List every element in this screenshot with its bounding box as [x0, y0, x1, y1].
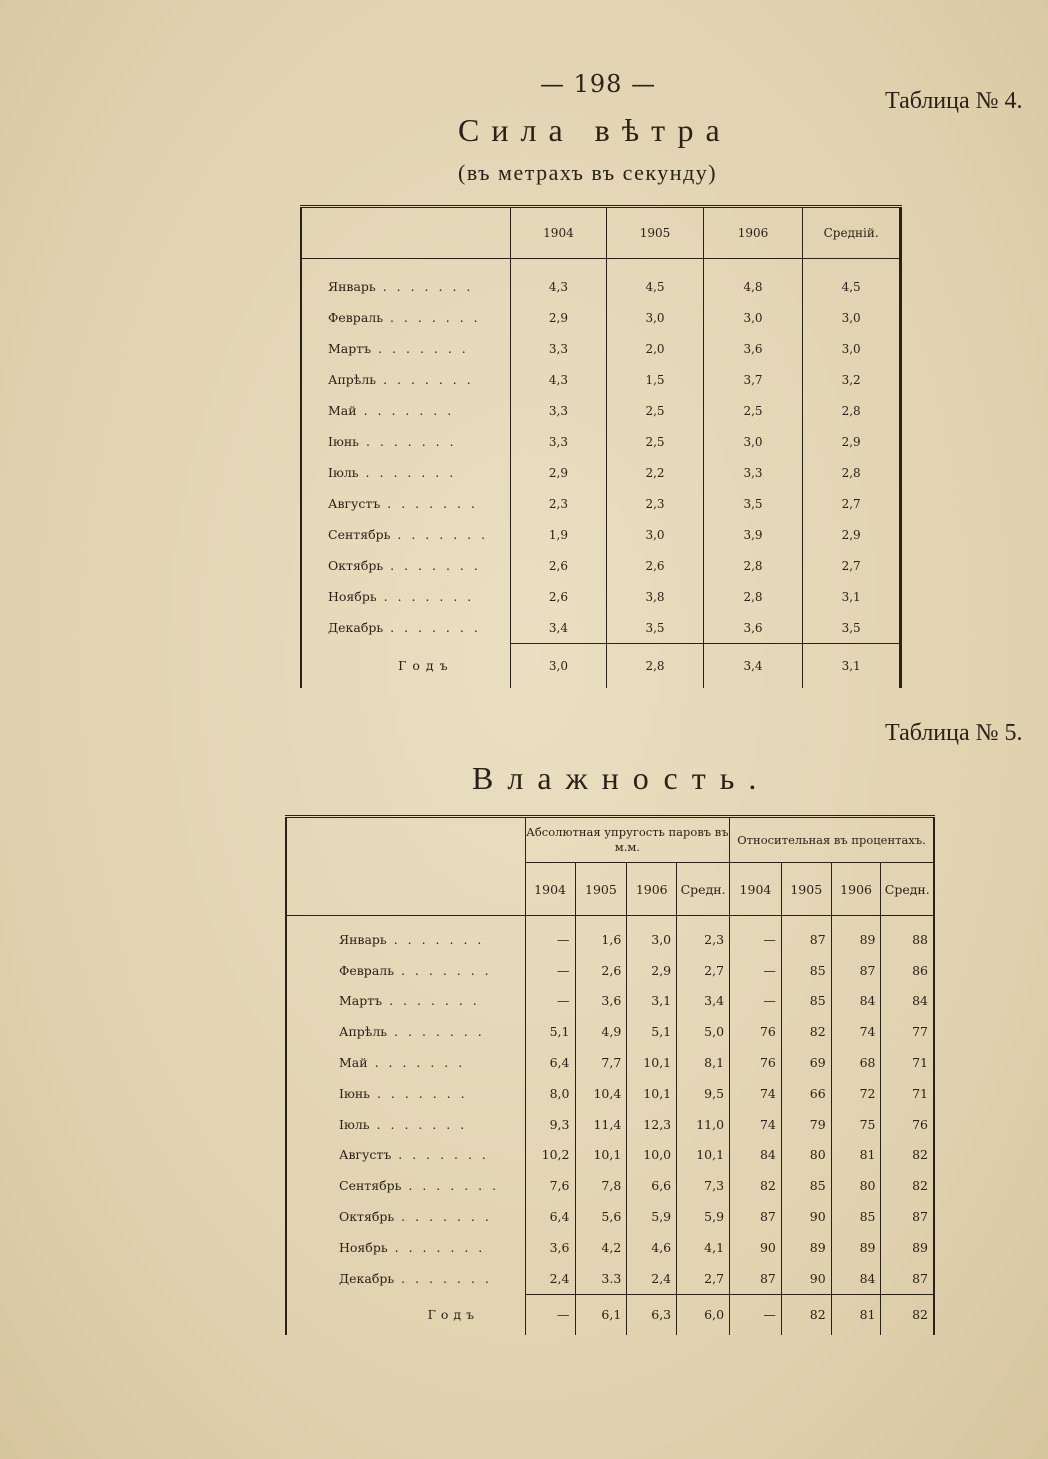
table-cell: 89 [881, 1232, 934, 1263]
month-label [286, 1078, 525, 1109]
table-cell: 9,3 [525, 1109, 575, 1140]
table-cell: 71 [881, 1047, 934, 1078]
table-cell: 2,7 [677, 955, 730, 986]
table-cell: 1,9 [510, 519, 607, 550]
table-row [301, 259, 901, 303]
table-cell: 81 [831, 1140, 881, 1171]
table-row [286, 1140, 934, 1171]
table-cell: 4,2 [575, 1232, 627, 1263]
table-row [286, 955, 934, 986]
month-name: Іюль [339, 1116, 370, 1132]
wind-strength-table [300, 205, 902, 688]
leader-dots: . . . . . . . [394, 1270, 492, 1286]
table-cell: 5,6 [575, 1201, 627, 1232]
year-label: Годъ [427, 1306, 480, 1322]
table-row [301, 333, 901, 364]
leader-dots: . . . . . . . [375, 279, 474, 294]
column-header: Средній. [803, 207, 901, 259]
table-cell: 3,5 [607, 612, 704, 644]
table-cell: 6,4 [525, 1047, 575, 1078]
year-cell: 3,0 [510, 644, 607, 689]
leader-dots: . . . . . . . [367, 1055, 466, 1071]
table-row [286, 916, 934, 955]
table-cell: 4,9 [575, 1016, 627, 1047]
table-cell: 2,2 [607, 457, 704, 488]
table-cell: — [525, 986, 575, 1017]
leader-dots: . . . . . . . [390, 527, 489, 542]
table-row [301, 488, 901, 519]
table-cell: 10,1 [627, 1047, 677, 1078]
leader-dots: . . . . . . . [383, 558, 481, 573]
leader-dots: . . . . . . . [358, 465, 457, 480]
table-cell: 2,4 [627, 1263, 677, 1294]
table-row [286, 1016, 934, 1047]
header-corner [301, 207, 510, 259]
group-header-row [286, 817, 934, 863]
table-cell: 66 [781, 1078, 831, 1109]
table-cell: 89 [831, 916, 881, 955]
table-cell: 4,3 [510, 259, 607, 303]
table-cell: 3,2 [803, 364, 901, 395]
table-row [301, 302, 901, 333]
table-cell: 3,5 [703, 488, 803, 519]
table-cell: 10,1 [677, 1140, 730, 1171]
year-label: Годъ [398, 658, 454, 674]
month-name: Мартъ [339, 993, 383, 1009]
month-label [301, 364, 510, 395]
table-cell: — [730, 986, 782, 1017]
month-label [286, 1016, 525, 1047]
table-cell: 2,8 [803, 457, 901, 488]
leader-dots: . . . . . . . [383, 310, 481, 325]
table-cell: 74 [831, 1016, 881, 1047]
table-cell: 12,3 [627, 1109, 677, 1140]
table-row [301, 581, 901, 612]
leader-dots: . . . . . . . [376, 372, 474, 387]
table-cell: 10,2 [525, 1140, 575, 1171]
table-cell: 6,4 [525, 1201, 575, 1232]
month-label [286, 916, 525, 955]
month-label [301, 612, 510, 644]
month-name: Октябрь [339, 1209, 395, 1225]
table-cell: 82 [730, 1170, 782, 1201]
table-cell: 3,0 [703, 426, 803, 457]
year-cell: 3,1 [803, 644, 901, 689]
table-cell: 89 [831, 1232, 881, 1263]
year-cell: 6,3 [627, 1294, 677, 1335]
month-name: Январь [339, 931, 387, 947]
table-cell: 2,7 [677, 1263, 730, 1294]
month-label [301, 550, 510, 581]
table-cell: 4,5 [607, 259, 704, 303]
table-cell: 3,0 [703, 302, 803, 333]
table-cell: 72 [831, 1078, 881, 1109]
table-cell: 85 [781, 986, 831, 1017]
month-name: Августъ [328, 496, 381, 511]
table-cell: 68 [831, 1047, 881, 1078]
month-label [301, 302, 510, 333]
table-cell: 90 [730, 1232, 782, 1263]
table-cell: 2,7 [803, 488, 901, 519]
month-label [301, 457, 510, 488]
table-row [286, 1232, 934, 1263]
table-cell: 3,6 [703, 333, 803, 364]
table-cell: 3,6 [575, 986, 627, 1017]
month-label [286, 1170, 525, 1201]
table-row [286, 1170, 934, 1201]
month-label [286, 1263, 525, 1294]
table-cell: 2,8 [703, 581, 803, 612]
month-name: Ноябрь [339, 1239, 388, 1255]
month-name: Іюнь [339, 1085, 370, 1101]
table-cell: 3,4 [510, 612, 607, 644]
table-cell: 5,0 [677, 1016, 730, 1047]
table-cell: 87 [730, 1201, 782, 1232]
table-cell: 90 [781, 1263, 831, 1294]
table-row [301, 395, 901, 426]
column-header: 1905 [607, 207, 704, 259]
month-name: Январь [328, 279, 376, 294]
table5-title: Влажность. [472, 760, 771, 796]
table-cell: 85 [831, 1201, 881, 1232]
table-cell: 71 [881, 1078, 934, 1109]
year-cell: 82 [881, 1294, 934, 1335]
table-cell: 76 [730, 1047, 782, 1078]
table-cell: 82 [881, 1140, 934, 1171]
table-cell: — [730, 916, 782, 955]
table-cell: — [730, 955, 782, 986]
table-cell: 8,1 [677, 1047, 730, 1078]
month-name: Іюль [328, 465, 359, 480]
month-label [301, 333, 510, 364]
table-cell: 7,7 [575, 1047, 627, 1078]
table-cell: 80 [831, 1170, 881, 1201]
table-cell: 4,1 [677, 1232, 730, 1263]
table-cell: — [525, 955, 575, 986]
month-label [286, 1109, 525, 1140]
column-header: 1904 [730, 863, 782, 916]
column-header: 1904 [525, 863, 575, 916]
table-cell: 87 [881, 1263, 934, 1294]
table-cell: 76 [730, 1016, 782, 1047]
table-cell: 3,3 [510, 333, 607, 364]
table-cell: 2,9 [803, 426, 901, 457]
month-label [286, 1201, 525, 1232]
month-name: Февраль [328, 310, 384, 325]
table-cell: 10,1 [575, 1140, 627, 1171]
table-cell: 82 [881, 1170, 934, 1201]
table-cell: 3,7 [703, 364, 803, 395]
table-row [301, 550, 901, 581]
table-cell: 74 [730, 1078, 782, 1109]
group-header-absolute: Абсолютная упругость паровъ въ м.м. [525, 817, 729, 863]
table-cell: 5,1 [525, 1016, 575, 1047]
table-cell: 3,3 [703, 457, 803, 488]
table-row [286, 986, 934, 1017]
table-cell: 87 [881, 1201, 934, 1232]
table-cell: 2,7 [803, 550, 901, 581]
table-cell: 87 [730, 1263, 782, 1294]
table4-label: Таблица № 4. [885, 88, 1023, 114]
month-name: Апрѣль [328, 372, 377, 387]
leader-dots: . . . . . . . [394, 962, 492, 978]
table-cell: 84 [881, 986, 934, 1017]
table-cell: 2,9 [510, 457, 607, 488]
table-cell: 3,0 [803, 302, 901, 333]
table-cell: 2,6 [607, 550, 704, 581]
table-cell: 4,5 [803, 259, 901, 303]
table-cell: 75 [831, 1109, 881, 1140]
group-header-relative: Относительная въ процентахъ. [730, 817, 934, 863]
table-cell: 10,4 [575, 1078, 627, 1109]
leader-dots: . . . . . . . [401, 1178, 500, 1194]
table-cell: 5,9 [677, 1201, 730, 1232]
year-cell: 6,1 [575, 1294, 627, 1335]
month-name: Мартъ [328, 341, 372, 356]
year-cell: — [730, 1294, 782, 1335]
month-name: Апрѣль [339, 1024, 388, 1040]
month-label [301, 395, 510, 426]
year-cell: 3,4 [703, 644, 803, 689]
table-row [286, 1201, 934, 1232]
table-cell: 5,9 [627, 1201, 677, 1232]
table-cell: 87 [831, 955, 881, 986]
year-cell: 82 [781, 1294, 831, 1335]
table-cell: 2,3 [677, 916, 730, 955]
table-cell: 88 [881, 916, 934, 955]
month-name: Августъ [339, 1147, 392, 1163]
year-total-row [286, 1294, 934, 1335]
table4-title: Сила вѣтра [458, 112, 732, 148]
table-cell: 2,6 [510, 550, 607, 581]
table-cell: 2,9 [510, 302, 607, 333]
month-name: Октябрь [328, 558, 384, 573]
table-cell: 3,0 [607, 519, 704, 550]
table-cell: 5,1 [627, 1016, 677, 1047]
column-header: Средн. [881, 863, 934, 916]
table-cell: 2,8 [703, 550, 803, 581]
month-label [286, 1140, 525, 1171]
leader-dots: . . . . . . . [383, 620, 481, 636]
table-cell: 10,0 [627, 1140, 677, 1171]
year-cell: 6,0 [677, 1294, 730, 1335]
table-cell: 2,5 [607, 395, 704, 426]
table-cell: 74 [730, 1109, 782, 1140]
month-label [301, 519, 510, 550]
table-cell: 3,3 [510, 426, 607, 457]
leader-dots: . . . . . . . [369, 1085, 468, 1101]
year-cell: — [525, 1294, 575, 1335]
table-row [286, 1109, 934, 1140]
table-cell: 90 [781, 1201, 831, 1232]
month-name: Май [339, 1055, 368, 1071]
humidity-table [285, 815, 935, 1335]
month-name: Іюнь [328, 434, 359, 449]
table-cell: 6,6 [627, 1170, 677, 1201]
year-total-row [301, 644, 901, 689]
table-cell: 69 [781, 1047, 831, 1078]
table4-subtitle: (въ метрахъ въ секунду) [458, 160, 718, 185]
table-cell: 7,6 [525, 1170, 575, 1201]
month-name: Декабрь [339, 1270, 395, 1286]
table-cell: 89 [781, 1232, 831, 1263]
table-cell: 11,4 [575, 1109, 627, 1140]
table-header-row [301, 207, 901, 259]
table-row [301, 457, 901, 488]
table-row [301, 426, 901, 457]
header-corner [286, 817, 525, 916]
table-cell: 84 [831, 986, 881, 1017]
table-cell: 77 [881, 1016, 934, 1047]
month-name: Февраль [339, 962, 395, 978]
table-cell: 2,5 [703, 395, 803, 426]
table-cell: 2,6 [575, 955, 627, 986]
table5-label: Таблица № 5. [885, 720, 1023, 746]
month-name: Декабрь [328, 620, 384, 636]
table-cell: 82 [781, 1016, 831, 1047]
table-cell: 3,3 [510, 395, 607, 426]
table-cell: 3,9 [703, 519, 803, 550]
leader-dots: . . . . . . . [394, 1209, 492, 1225]
table-cell: 2,0 [607, 333, 704, 364]
table-cell: 87 [781, 916, 831, 955]
table-cell: 76 [881, 1109, 934, 1140]
table-cell: 3,6 [703, 612, 803, 644]
table-cell: — [525, 916, 575, 955]
table-cell: 85 [781, 955, 831, 986]
table-cell: 85 [781, 1170, 831, 1201]
table-cell: 3,1 [803, 581, 901, 612]
column-header: 1906 [703, 207, 803, 259]
month-label [301, 259, 510, 303]
table-row [286, 1263, 934, 1294]
table-cell: 3,0 [803, 333, 901, 364]
month-label [286, 955, 525, 986]
table-cell: 3,4 [677, 986, 730, 1017]
month-label [301, 581, 510, 612]
month-name: Май [328, 403, 357, 418]
table-cell: 4,3 [510, 364, 607, 395]
month-label [286, 1232, 525, 1263]
table-row [286, 1078, 934, 1109]
table-cell: 2,3 [510, 488, 607, 519]
table-cell: 80 [781, 1140, 831, 1171]
table-row [301, 519, 901, 550]
table-cell: 2,8 [803, 395, 901, 426]
table-cell: 2,5 [607, 426, 704, 457]
table-cell: 9,5 [677, 1078, 730, 1109]
month-name: Сентябрь [339, 1178, 402, 1194]
table-cell: 3,0 [627, 916, 677, 955]
table-cell: 3,5 [803, 612, 901, 644]
table-cell: 1,5 [607, 364, 704, 395]
table-cell: 86 [881, 955, 934, 986]
leader-dots: . . . . . . . [387, 1024, 485, 1040]
month-label [286, 986, 525, 1017]
column-header: 1905 [781, 863, 831, 916]
table-cell: 3.3 [575, 1263, 627, 1294]
table-cell: 2,6 [510, 581, 607, 612]
column-header: Средн. [677, 863, 730, 916]
table-cell: 2,4 [525, 1263, 575, 1294]
table-row [286, 1047, 934, 1078]
table-cell: 84 [730, 1140, 782, 1171]
month-name: Сентябрь [328, 527, 391, 542]
leader-dots: . . . . . . . [356, 403, 455, 418]
table-cell: 7,3 [677, 1170, 730, 1201]
table-cell: 10,1 [627, 1078, 677, 1109]
leader-dots: . . . . . . . [376, 589, 475, 604]
table-cell: 3,6 [525, 1232, 575, 1263]
month-label [286, 1047, 525, 1078]
leader-dots: . . . . . . . [386, 931, 485, 947]
column-header: 1904 [510, 207, 607, 259]
table-cell: 3,0 [607, 302, 704, 333]
leader-dots: . . . . . . . [371, 341, 469, 356]
leader-dots: . . . . . . . [369, 1116, 468, 1132]
month-label [301, 426, 510, 457]
year-cell: 81 [831, 1294, 881, 1335]
column-header: 1906 [627, 863, 677, 916]
leader-dots: . . . . . . . [387, 1239, 486, 1255]
table-row [301, 364, 901, 395]
column-header: 1905 [575, 863, 627, 916]
table-cell: 4,8 [703, 259, 803, 303]
table-cell: 3,8 [607, 581, 704, 612]
month-label [301, 488, 510, 519]
table-cell: 2,9 [627, 955, 677, 986]
table-cell: 79 [781, 1109, 831, 1140]
leader-dots: . . . . . . . [382, 993, 480, 1009]
table-row [301, 612, 901, 644]
table-cell: 84 [831, 1263, 881, 1294]
table-cell: 2,3 [607, 488, 704, 519]
table-cell: 8,0 [525, 1078, 575, 1109]
table-cell: 3,1 [627, 986, 677, 1017]
year-cell: 2,8 [607, 644, 704, 689]
table-cell: 11,0 [677, 1109, 730, 1140]
page-number: — 198 — [540, 70, 657, 98]
month-name: Ноябрь [328, 589, 377, 604]
leader-dots: . . . . . . . [391, 1147, 489, 1163]
table-cell: 4,6 [627, 1232, 677, 1263]
table-cell: 2,9 [803, 519, 901, 550]
table-cell: 1,6 [575, 916, 627, 955]
table-cell: 7,8 [575, 1170, 627, 1201]
leader-dots: . . . . . . . [380, 496, 478, 511]
leader-dots: . . . . . . . [358, 434, 457, 449]
column-header: 1906 [831, 863, 881, 916]
